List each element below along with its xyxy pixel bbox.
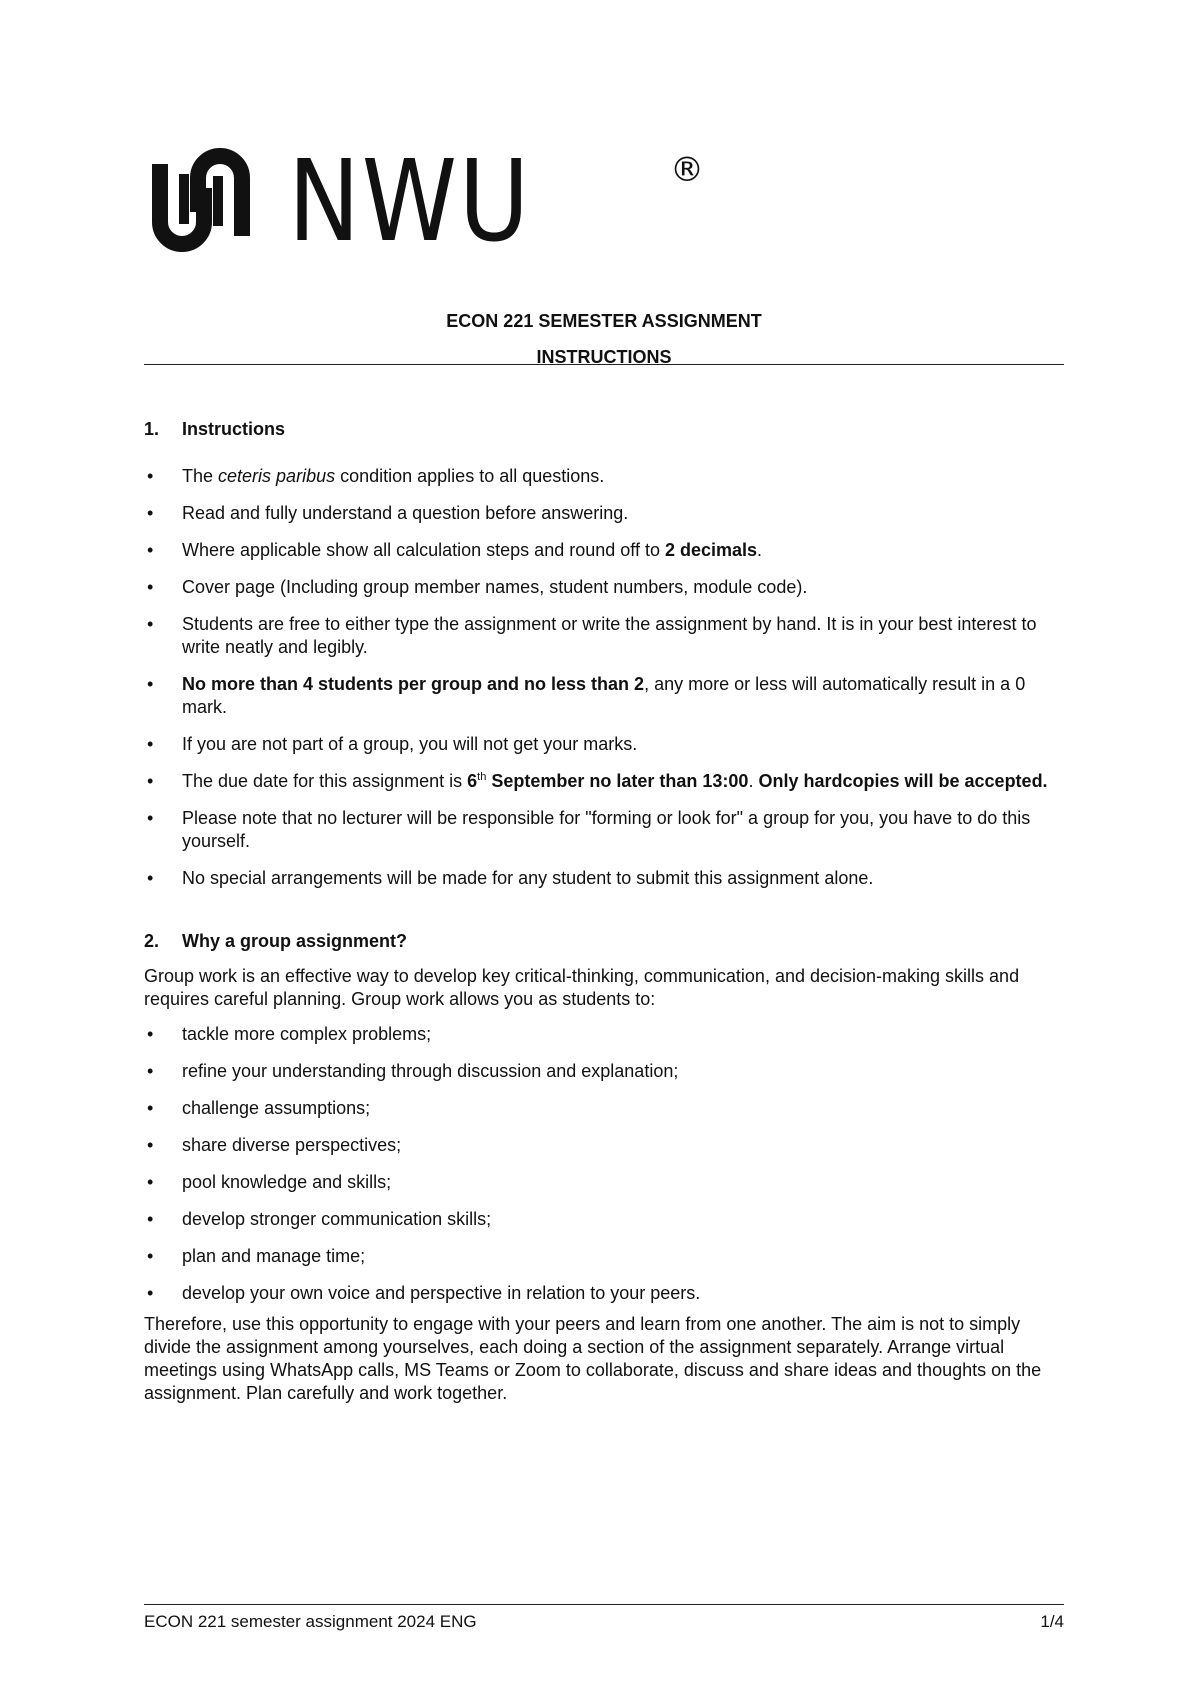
list-item: • tackle more complex problems;	[144, 1023, 1064, 1046]
group-benefits-list	[144, 1023, 1064, 1305]
header-divider	[144, 364, 1064, 365]
section-2-outro: Therefore, use this opportunity to engage with your peers and learn from one another. The aim is not to simply divide the assignment among yourselves, each doing a section of the assignment separately. Arrange virtual meetings using WhatsApp calls, MS Teams or Zoom to collaborate, discuss and share ideas and thoughts on the assignment. Plan carefully and work together.	[144, 1314, 1042, 1403]
list-item: • No more than 4 students per group and no less than 2, any more or less will automatically result in a 0 mark.	[144, 673, 1064, 719]
list-item: • Cover page (Including group member names, student numbers, module code).	[144, 576, 1064, 599]
section-1-title: Instructions	[182, 419, 286, 439]
list-item: • Read and fully understand a question before answering.	[144, 502, 1064, 525]
nwu-logo	[146, 137, 704, 267]
nwu-emblem-icon	[146, 144, 258, 256]
list-item: • pool knowledge and skills;	[144, 1171, 1064, 1194]
list-item: • develop stronger communication skills;	[144, 1208, 1064, 1231]
page-number: 1/4	[1040, 1612, 1064, 1631]
list-item: • Students are free to either type the assignment or write the assignment by hand. It is in your best interest to write neatly and legibly.	[144, 613, 1064, 659]
section-1-heading	[144, 418, 1064, 441]
list-item: • The ceteris paribus condition applies to all questions.	[144, 465, 1064, 488]
footer-document-name: ECON 221 semester assignment 2024 ENG	[144, 1612, 477, 1631]
list-item: • plan and manage time;	[144, 1245, 1064, 1268]
document-title: ECON 221 SEMESTER ASSIGNMENT	[446, 311, 762, 331]
section-2-heading	[144, 930, 1064, 953]
page-footer	[144, 1612, 1064, 1632]
list-item: • Please note that no lecturer will be responsible for "forming or look for" a group for you, you have to do this yourself.	[144, 807, 1064, 853]
section-2-intro: Group work is an effective way to develop key critical-thinking, communication, and decision-making skills and requires careful planning. Group work allows you as students to:	[144, 966, 1020, 1009]
list-item: • If you are not part of a group, you will not get your marks.	[144, 733, 1064, 756]
document-body	[144, 418, 1064, 1417]
section-2-title: Why a group assignment?	[182, 931, 408, 951]
instructions-list	[144, 465, 1064, 890]
due-date-item: • The due date for this assignment is 6th September no later than 13:00. Only hardcopies will be accepted.	[144, 770, 1064, 793]
list-item: • share diverse perspectives;	[144, 1134, 1064, 1157]
nwu-wordmark: NWU	[288, 137, 531, 267]
list-item: • refine your understanding through discussion and explanation;	[144, 1060, 1064, 1083]
document-subtitle: INSTRUCTIONS	[536, 347, 672, 367]
list-item: • challenge assumptions;	[144, 1097, 1064, 1120]
section-1-number: 1.	[144, 419, 160, 439]
section-2-number: 2.	[144, 931, 160, 951]
list-item: • develop your own voice and perspective in relation to your peers.	[144, 1282, 1064, 1305]
list-item: • Where applicable show all calculation steps and round off to 2 decimals.	[144, 539, 1064, 562]
footer-divider	[144, 1604, 1064, 1605]
list-item: • No special arrangements will be made for any student to submit this assignment alone.	[144, 867, 1064, 890]
registered-mark: ®	[670, 150, 704, 190]
